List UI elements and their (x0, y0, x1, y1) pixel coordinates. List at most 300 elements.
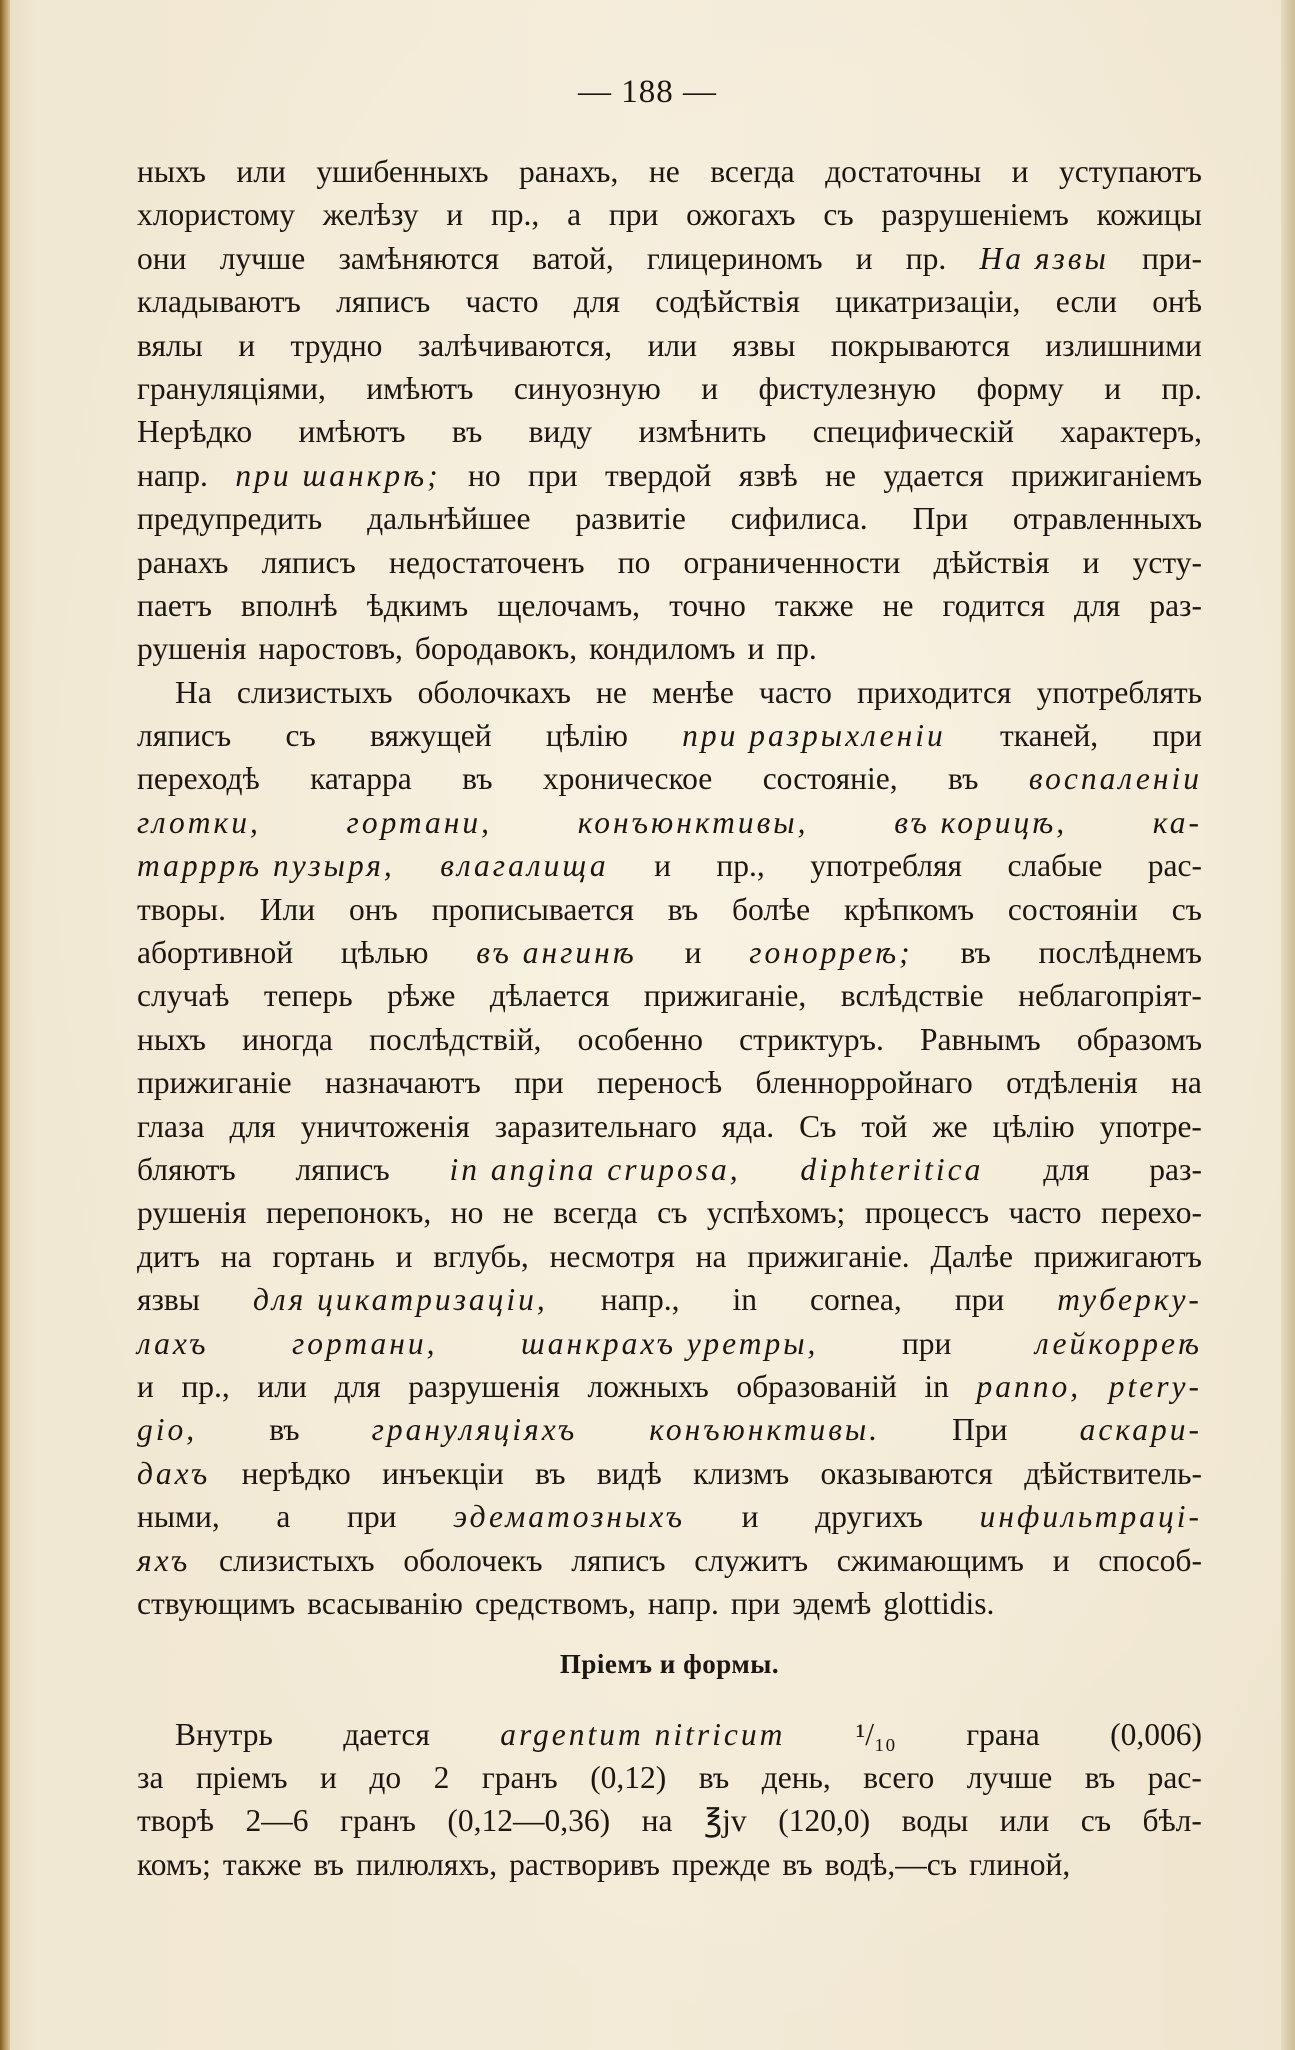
text-line (137, 844, 1202, 887)
word: ляписъ (295, 1151, 390, 1187)
word: хроническое (542, 761, 713, 797)
word: теперь (263, 978, 353, 1014)
text-line (137, 1278, 1202, 1321)
word: и (1104, 370, 1122, 406)
word: грануляціями, (137, 370, 326, 406)
word: лучше (219, 240, 306, 276)
word: цѣлью (340, 935, 429, 971)
text-line (137, 150, 1202, 193)
word: въ (462, 761, 493, 797)
word: лучше (966, 1760, 1053, 1796)
italic-word: ка- (1152, 804, 1202, 840)
text-line (137, 1452, 1202, 1495)
word: видѣ (596, 1455, 662, 1491)
word: разрушеніемъ (881, 197, 1069, 233)
word: (0,12) (590, 1760, 667, 1796)
word: оболочекъ (403, 1542, 543, 1578)
word: всегда (710, 154, 795, 189)
text-line (137, 1495, 1202, 1538)
word: всегда (553, 1195, 638, 1231)
word: пр., (716, 848, 765, 884)
word: трудно (290, 327, 383, 363)
word: образомъ (1076, 1021, 1202, 1057)
word: прежде (671, 1846, 771, 1882)
word: гранъ (340, 1803, 416, 1839)
word: они (137, 240, 187, 276)
text-line (137, 237, 1202, 280)
word: приходится (857, 674, 1012, 710)
word: при- (1142, 240, 1202, 276)
word: ныхъ (137, 1021, 206, 1057)
word: сжимающимъ (836, 1542, 1024, 1578)
word: и (747, 631, 765, 667)
word: всего (863, 1760, 935, 1796)
word: ℥jv (703, 1803, 747, 1839)
word: по (617, 544, 651, 580)
word: бляютъ (137, 1151, 236, 1187)
text-line (137, 1843, 1202, 1886)
word: наростовъ, (258, 631, 403, 667)
word: и (320, 1760, 337, 1796)
italic-word: въ ангинѣ (476, 935, 637, 971)
word: при (730, 1585, 781, 1621)
word: покрываются (830, 327, 1010, 363)
word: рас- (1147, 1760, 1202, 1796)
word: часто (759, 674, 832, 710)
word: Съ (799, 1108, 837, 1144)
text-line (137, 1105, 1202, 1148)
word: вяжущей (370, 718, 492, 754)
word: день, (761, 1760, 831, 1796)
word: сифилиса. (730, 501, 868, 537)
italic-word: глотки, (137, 804, 261, 840)
body-text (137, 150, 1202, 1886)
word: (0,12—0,36) (447, 1803, 611, 1839)
word: синуозную (513, 370, 661, 406)
italic-word: при разрыхленіи (682, 718, 946, 754)
word: напр., (600, 1282, 680, 1318)
word: но (468, 457, 501, 493)
word: съ (1171, 891, 1202, 927)
word: назначаютъ (324, 1065, 481, 1101)
word: а (276, 1499, 291, 1535)
word: или (999, 1803, 1050, 1839)
italic-word: шанкрахъ уретры, (521, 1325, 819, 1361)
word: ляписъ (336, 284, 431, 320)
word: перехо- (1100, 1195, 1202, 1231)
word: стриктуръ. (739, 1021, 884, 1057)
word: дитъ (137, 1238, 200, 1274)
italic-word: конъюнктивы. (649, 1412, 881, 1448)
word: для (1074, 587, 1121, 623)
word: прописывается (431, 891, 634, 927)
word: пріемъ (195, 1760, 288, 1796)
word: въ (667, 891, 699, 927)
word: и (446, 197, 464, 233)
word: съ (285, 718, 316, 754)
italic-word: яхъ (137, 1542, 191, 1578)
word: 2—6 (245, 1803, 309, 1839)
word: другихъ (815, 1499, 923, 1535)
word: а (567, 197, 582, 233)
word: ожогахъ (686, 197, 796, 233)
word: съ (657, 1195, 688, 1231)
word: состояніе, (762, 761, 898, 797)
word: въ (313, 1846, 344, 1882)
word: и (1082, 544, 1100, 580)
word: Внутрь (175, 1716, 273, 1752)
word: при (347, 1499, 397, 1535)
word: тканей, (1000, 718, 1099, 754)
word: часто (465, 284, 539, 320)
word: точно (669, 587, 746, 623)
word: рѣже (387, 978, 456, 1014)
word: отравленныхъ (1012, 501, 1202, 537)
word: случаѣ (137, 978, 230, 1014)
text-line (137, 714, 1202, 757)
text-line (137, 497, 1202, 540)
italic-word: ptery- (1108, 1368, 1202, 1404)
word: напр. (647, 1585, 719, 1621)
word: для (1043, 1151, 1090, 1187)
word: рас- (1147, 848, 1202, 884)
text-line (137, 1713, 1202, 1756)
word: in (732, 1282, 757, 1318)
word: въ (451, 414, 483, 450)
word: усту- (1132, 544, 1202, 580)
word: творы. (137, 891, 226, 927)
word: болѣе (732, 891, 811, 927)
word: грана (966, 1716, 1040, 1752)
word: состояніи (1007, 891, 1138, 927)
word: съ (823, 197, 854, 233)
spacer (137, 1625, 1202, 1643)
text-line (137, 974, 1202, 1017)
word: Равнымъ (920, 1021, 1041, 1057)
text-line (137, 1408, 1202, 1451)
word: при (1152, 718, 1202, 754)
word: пр. (1161, 370, 1202, 406)
word: (0,006) (1110, 1716, 1202, 1752)
word: язвы (137, 1282, 200, 1318)
word: но (450, 1195, 484, 1231)
word: онъ (348, 891, 398, 927)
word: и (137, 1368, 154, 1404)
word: недостаточенъ (389, 544, 585, 580)
word: для (573, 284, 620, 320)
text-line (137, 931, 1202, 974)
word: комъ; (137, 1846, 211, 1882)
italic-word: конъюнктивы, (577, 804, 809, 840)
word: Далѣе (930, 1238, 1013, 1274)
word: содѣйствія (655, 284, 800, 320)
word: при (901, 1325, 952, 1361)
word: также (774, 587, 854, 623)
word: глицериномъ (646, 240, 823, 276)
word: ляписъ (261, 544, 356, 580)
text-line (137, 1235, 1202, 1278)
word: На (175, 674, 212, 710)
text-line (137, 410, 1202, 453)
word: напр. (137, 457, 208, 493)
text-line (137, 1191, 1202, 1234)
word: съ (1080, 1803, 1112, 1839)
word: за (137, 1760, 164, 1796)
text-line (137, 801, 1202, 844)
italic-word: лейкорреѣ (1034, 1325, 1202, 1361)
word: дѣлается (489, 978, 610, 1014)
italic-word: in angina cruposa, (449, 1151, 741, 1187)
italic-word: дахъ (137, 1455, 211, 1491)
word: замѣняются (338, 240, 500, 276)
word: глаза (137, 1108, 205, 1144)
word: Нерѣдко (137, 414, 253, 450)
word: той (861, 1108, 908, 1144)
italic-word: при шанкрѣ; (235, 457, 441, 493)
word: клизмъ (693, 1455, 790, 1491)
word: вполнѣ (240, 587, 338, 623)
word: употре- (1099, 1108, 1202, 1144)
word: на (220, 1238, 252, 1274)
word: ранахъ, (519, 154, 619, 189)
word: переходѣ (137, 761, 260, 797)
italic-word: тарррѣ пузыря, (137, 848, 395, 884)
text-line (137, 541, 1202, 584)
text-line (137, 1322, 1202, 1365)
word: прижиганіе, (643, 978, 807, 1014)
word: ¹/₁₀ (855, 1716, 896, 1752)
italic-word: туберку- (1057, 1282, 1202, 1318)
word: вслѣдствіе (840, 978, 984, 1014)
word: дальнѣйшее (367, 501, 531, 537)
word: бленнорройнаго (755, 1065, 973, 1101)
word: кладываютъ (137, 284, 301, 320)
word: на (1171, 1065, 1202, 1101)
word: дѣйствія (933, 544, 1050, 580)
word: ляписъ (571, 1542, 666, 1578)
word: пр. (776, 631, 817, 667)
word: онѣ (1152, 284, 1202, 320)
text-line (137, 1061, 1202, 1104)
word: или (236, 154, 286, 189)
word: перепонокъ, (265, 1195, 432, 1231)
text-line (137, 324, 1202, 367)
word: ранахъ (137, 544, 229, 580)
word: прижиганіемъ (1011, 457, 1202, 493)
word: ограниченности (683, 544, 901, 580)
word: переносѣ (597, 1065, 723, 1101)
word: не (825, 457, 856, 493)
word: уступаютъ (1059, 154, 1202, 189)
word: особенно (577, 1021, 703, 1057)
word: не (882, 587, 914, 623)
word: цѣлію (992, 1108, 1075, 1144)
word: бѣл- (1142, 1803, 1202, 1839)
word: язвы (732, 327, 796, 363)
italic-word: въ корицѣ, (894, 804, 1068, 840)
word: ватой, (532, 240, 614, 276)
word: ными, (137, 1499, 220, 1535)
page-binding-edge (0, 0, 10, 2050)
text-line (137, 1148, 1202, 1191)
italic-word: гортани, (291, 1325, 438, 1361)
text-line (137, 1582, 1202, 1625)
italic-word: гонорреѣ; (749, 935, 913, 971)
word: всасыванію (307, 1585, 463, 1621)
word: ушибенныхъ (316, 154, 489, 189)
word: форму (976, 370, 1064, 406)
text-line (137, 627, 1202, 670)
word: и (1011, 154, 1029, 189)
text-line (137, 757, 1202, 800)
section-heading: Пріемъ и формы. (559, 1649, 780, 1680)
word: въ (782, 1846, 813, 1882)
word: имѣютъ (366, 370, 474, 406)
word: послѣдствій, (369, 1021, 542, 1057)
word: отдѣленія (1006, 1065, 1138, 1101)
word: несмотря (549, 1238, 675, 1274)
word: пр., (490, 197, 540, 233)
word: послѣднемъ (1038, 935, 1202, 971)
word: или (647, 327, 697, 363)
word: употреблять (1036, 674, 1202, 710)
text-line (137, 1539, 1202, 1582)
word: творѣ (137, 1803, 215, 1839)
word: слизистыхъ (218, 1542, 375, 1578)
word: кондиломъ (589, 631, 736, 667)
word: дается (343, 1716, 430, 1752)
word: слабые (1007, 848, 1103, 884)
word: удается (883, 457, 984, 493)
word: при (608, 197, 659, 233)
word: или (257, 1368, 307, 1404)
word: измѣнить (638, 414, 767, 450)
word: слизистыхъ (236, 674, 393, 710)
italic-word: diphteritica (800, 1151, 984, 1187)
word: оказываются (820, 1455, 993, 1491)
word: процессъ (864, 1195, 990, 1231)
word: язвѣ (738, 457, 798, 493)
word: абортивной (137, 935, 294, 971)
word: катарра (310, 761, 412, 797)
word: рушенія (137, 1195, 247, 1231)
word: При (912, 501, 968, 537)
italic-word: gio, (137, 1412, 198, 1448)
word: не (648, 154, 680, 189)
word: гранъ (481, 1760, 558, 1796)
word: вглубь, (433, 1238, 529, 1274)
word: cornea, (809, 1282, 902, 1318)
word: щелочамъ, (497, 587, 641, 623)
word: нерѣдко (241, 1455, 351, 1491)
word: (120,0) (778, 1803, 871, 1839)
word: употребляя (810, 848, 962, 884)
word: пр. (905, 240, 947, 276)
word: въ (948, 761, 979, 797)
word: разрушенія (408, 1368, 560, 1404)
word: и (684, 935, 702, 971)
word: не (502, 1195, 534, 1231)
word: служитъ (694, 1542, 808, 1578)
word: растворивъ (509, 1846, 660, 1882)
word: не (596, 674, 627, 710)
word: glottidis. (883, 1585, 995, 1621)
word: крѣпкомъ (844, 891, 975, 927)
word: въ (1084, 1760, 1116, 1796)
word: на (695, 1238, 727, 1274)
italic-word: воспаленіи (1028, 761, 1202, 797)
word: виду (528, 414, 593, 450)
word: воды (901, 1803, 969, 1839)
word: средствомъ, (474, 1585, 636, 1621)
word: дѣйствитель- (1024, 1455, 1202, 1491)
word: достаточны (825, 154, 982, 189)
word: и (654, 848, 671, 884)
word: развитіе (575, 501, 686, 537)
italic-word: инфильтраці- (979, 1499, 1202, 1535)
text-line (137, 454, 1202, 497)
word: и (1052, 1542, 1070, 1578)
word: же (932, 1108, 968, 1144)
word: также (222, 1846, 302, 1882)
italic-word: эдематозныхъ (453, 1499, 685, 1535)
text-line (137, 193, 1202, 236)
word: хлористому (137, 197, 295, 233)
word: при (528, 457, 578, 493)
word: залѣчиваются, (417, 327, 613, 363)
page-number: — 188 — (578, 74, 717, 110)
word: менѣе (652, 674, 734, 710)
word: для (229, 1108, 276, 1144)
word: цикатризаціи, (835, 284, 1021, 320)
word: раз- (1149, 1151, 1202, 1187)
word: въ (960, 935, 991, 971)
page-right-edge (1281, 0, 1295, 2050)
word: для (334, 1368, 381, 1404)
word: годится (942, 587, 1046, 623)
word: излишними (1045, 327, 1202, 363)
word: твердой (604, 457, 712, 493)
word: вялы (137, 327, 203, 363)
word: ствующимъ (137, 1585, 296, 1621)
text-line (137, 584, 1202, 627)
word: ложныхъ (587, 1368, 709, 1404)
word: прижиганіе. (747, 1238, 910, 1274)
word: въ (698, 1760, 730, 1796)
word: водѣ,—съ (824, 1846, 958, 1882)
word: ѣдкимъ (366, 587, 469, 623)
italic-word: лахъ (137, 1325, 209, 1361)
word: специфическій (812, 414, 1014, 450)
word: предупредить (137, 501, 323, 537)
word: инъекціи (382, 1455, 504, 1491)
italic-word: аскари- (1079, 1412, 1202, 1448)
word: и (395, 1238, 413, 1274)
text-line (137, 888, 1202, 931)
text-line (137, 1756, 1202, 1799)
spacer (137, 1687, 1202, 1713)
word: прижиганіе (137, 1065, 292, 1101)
word: въ (269, 1412, 300, 1448)
word: паетъ (137, 587, 212, 623)
word: способ- (1098, 1542, 1202, 1578)
word: пр., (181, 1368, 230, 1404)
word: на (641, 1803, 673, 1839)
word: заразительнаго (494, 1108, 697, 1144)
word: ныхъ (137, 154, 206, 189)
word: фистулезную (758, 370, 937, 406)
italic-word: На язвы (979, 240, 1109, 276)
